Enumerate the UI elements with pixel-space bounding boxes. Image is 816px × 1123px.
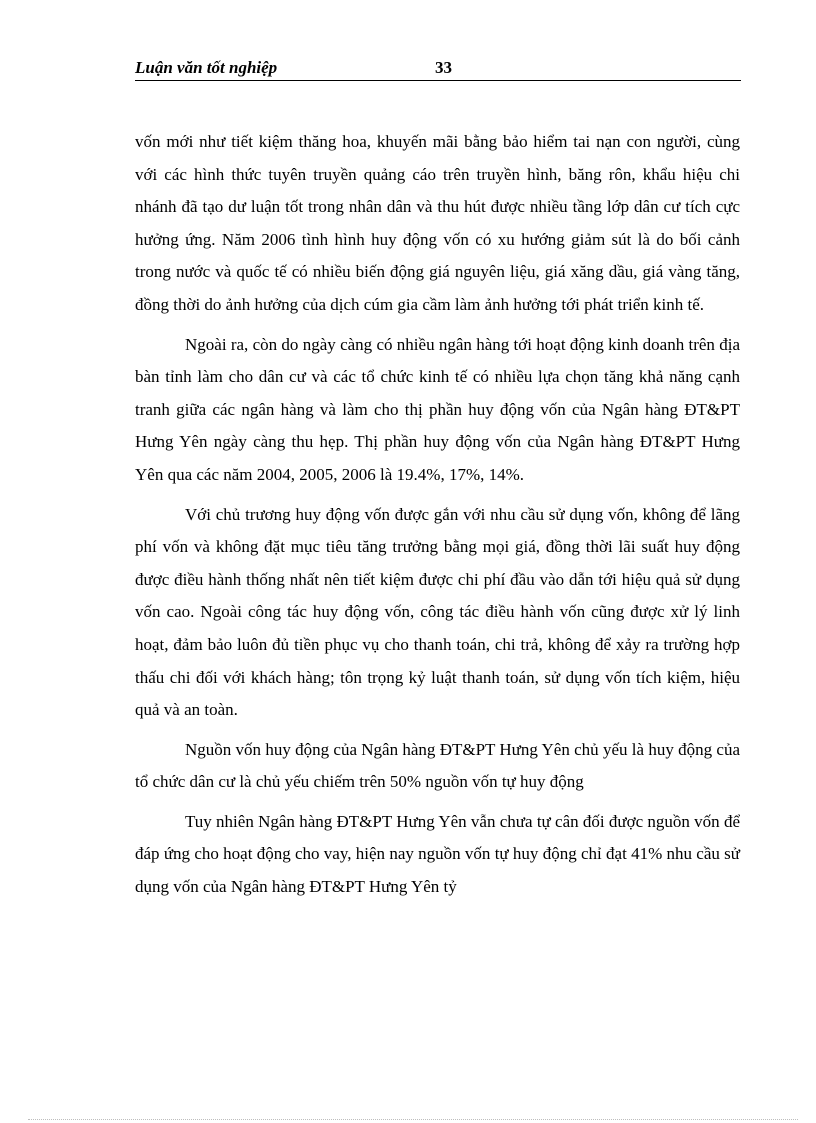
page-header	[135, 58, 741, 81]
paragraph: Ngoài ra, còn do ngày càng có nhiều ngân hàng tới hoạt động kinh doanh trên địa bàn tỉnh làm cho dân cư và các tổ chức kinh tế có nhiều lựa chọn tăng khả năng cạnh tranh giữa các ngân hàng và làm cho thị phần huy động vốn của Ngân hàng ĐT&PT Hưng Yên ngày càng thu hẹp. Thị phần huy động vốn của Ngân hàng ĐT&PT Hưng Yên qua các năm 2004, 2005, 2006 là 19.4%, 17%, 14%.	[135, 334, 740, 484]
paragraph: Nguồn vốn huy động của Ngân hàng ĐT&PT Hưng Yên chủ yếu là huy động của tổ chức dân cư là chủ yếu chiếm trên 50% nguồn vốn tự huy động	[135, 739, 740, 792]
paragraph-continuation: vốn mới như tiết kiệm thăng hoa, khuyến mãi bằng bảo hiểm tai nạn con người, cùng với các hình thức tuyên truyền quảng cáo trên truyền hình, băng rôn, khẩu hiệu chi nhánh đã tạo dư luận tốt trong nhân dân và thu hút được nhiều tầng lớp dân cư tích cực hưởng ứng. Năm 2006 tình hình huy động vốn có xu hướng giảm sút là do bối cảnh trong nước và quốc tế có nhiều biến động giá nguyên liệu, giá xăng dầu, giá vàng tăng, đồng thời do ảnh hưởng của dịch cúm gia cầm làm ảnh hưởng tới phát triển kinh tế.	[135, 132, 740, 314]
page-number: 33	[435, 58, 452, 77]
page-bottom-divider	[28, 1119, 798, 1120]
paragraph: Với chủ trương huy động vốn được gắn với nhu cầu sử dụng vốn, không để lãng phí vốn và không đặt mục tiêu tăng trưởng bằng mọi giá, đồng thời lãi suất huy động được điều hành thống nhất nên tiết kiệm được chi phí đầu vào dẫn tới hiệu quả sử dụng vốn cao. Ngoài công tác huy động vốn, công tác điều hành vốn cũng được xử lý linh hoạt, đảm bảo luôn đủ tiền phục vụ cho thanh toán, chi trả, không để xảy ra trường hợp thấu chi đối với khách hàng; tôn trọng kỷ luật thanh toán, sử dụng vốn tích kiệm, hiệu quả và an toàn.	[135, 504, 740, 720]
body-text	[135, 126, 740, 911]
paragraph: Tuy nhiên Ngân hàng ĐT&PT Hưng Yên vẫn chưa tự cân đối được nguồn vốn để đáp ứng cho hoạt động cho vay, hiện nay nguồn vốn tự huy động chỉ đạt 41% nhu cầu sử dụng vốn của Ngân hàng ĐT&PT Hưng Yên tỷ	[135, 811, 740, 897]
header-title: Luận văn tốt nghiệp	[135, 58, 278, 77]
